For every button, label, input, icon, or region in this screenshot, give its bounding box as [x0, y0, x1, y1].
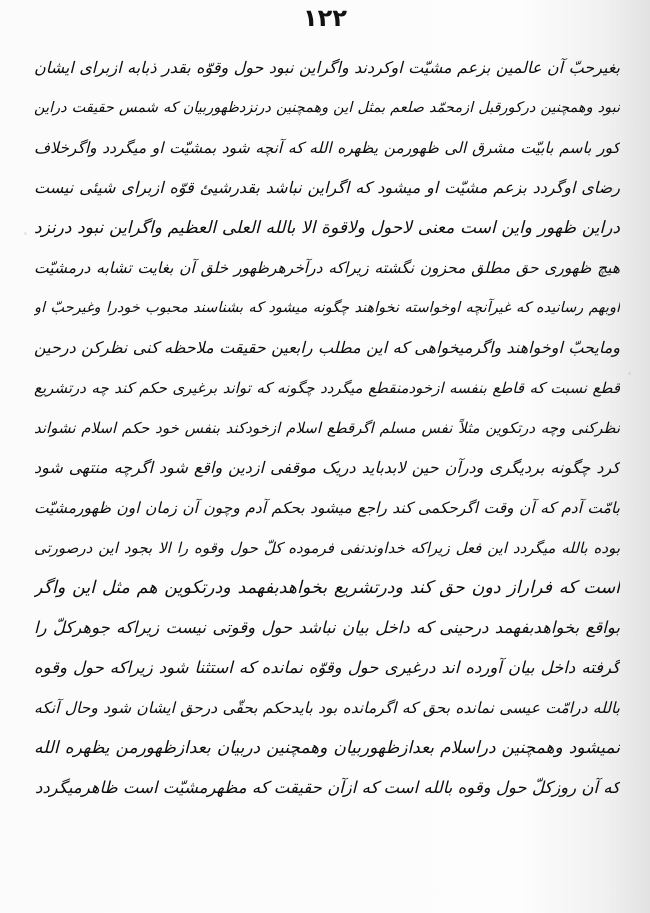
manuscript-text-block	[34, 48, 620, 808]
text-line: نمیشود وهمچنین دراسلام بعدازظهوربیان وهمچنین دربیان بعدازظهورمن یظهره الله	[34, 738, 620, 758]
text-line: است که فراراز دون حق کند ودرتشریع بخواهدبفهمد ودرتکوین هم مثل این واگر	[34, 578, 620, 598]
text-line: گرفته داخل بیان آورده اند درغیری حول وقوّه نمانده که استثنا شود زیراکه حول وقوه	[34, 658, 620, 677]
text-line: کور باسم بابیّت مشرق الی ظهورمن یظهره الله که آنچه شود بمشیّت او میگردد واگرخلاف	[34, 139, 620, 157]
text-line: قطع نسبت که قاطع بنفسه ازخودمنقطع میگردد چگونه که تواند برغیری حکم کند چه درتشریع	[34, 379, 620, 397]
page-number: ۱۲۲	[303, 4, 347, 32]
text-line: بامّت آدم که آن وقت اگرحکمی کند راجع میشود بحکم آدم وچون آن زمان اون ظهورمشیّت	[34, 499, 620, 517]
paper-speck	[24, 232, 27, 235]
text-line: رضای اوگردد بزعم مشیّت او میشود که اگراین نباشد بقدرشیئ قوّه ازبرای شیئی نیست	[34, 178, 620, 197]
text-line: نظرکنی وچه درتکوین مثلاً نفس مسلم اگرقطع اسلام ازخودکند بنفس خود حکم اسلام نشواند	[34, 419, 620, 437]
text-line: هیچ ظهوری حق مطلق محزون نگشته زیراکه درآخرهرظهور خلق آن بغایت تشابه درمشیّت	[34, 259, 620, 277]
text-line: اوبهم رسانیده که غیرآنچه اوخواسته نخواهند چگونه میشود که بشناسند محبوب خودرا وغیرحبّ او	[34, 300, 620, 316]
text-line: بواقع بخواهدبفهمد درحینی که داخل بیان نباشد حول وقوتی نیست زیراکه جوهرکلّ را	[34, 618, 620, 637]
text-line: دراین ظهور واین است معنی لاحول ولاقوة الا بالله العلی العظیم واگراین نبود درنزد	[34, 218, 620, 238]
text-line: کرد چگونه بردیگری ودرآن حین لابدباید دریک موقفی ازدین واقع شود اگرچه منتهی شود	[34, 458, 620, 477]
text-line: بغیرحبّ آن عالمین بزعم مشیّت اوکردند واگراین نبود حول وقوّه بقدر ذبابه ازبرای ایشان	[34, 58, 620, 77]
text-line: بوده بالله میگردد این فعل زیراکه خداوندنفی فرموده کلّ حول وقوه را الا بجود این درصورتی	[34, 539, 620, 557]
paper-speck	[610, 188, 614, 192]
paper-speck	[628, 372, 631, 375]
text-line: نبود وهمچنین درکورقبل ازمحمّد صلعم بمثل این وهمچنین درنزدظهوربیان که شمس حقیقت دراین	[34, 100, 620, 116]
text-line: ومایحبّ اوخواهند واگرمیخواهی که این مطلب رابعین حقیقت ملاحظه کنی نظرکن درحین	[34, 338, 620, 357]
text-line: که آن روزکلّ حول وقوه بالله است که ازآن حقیقت که مظهرمشیّت است ظاهرمیگردد	[34, 778, 620, 797]
text-line: بالله درامّت عیسی نمانده بحق که اگرمانده بود بایدحکم بحقّی درحق ایشان شود وحال آنکه	[34, 699, 620, 717]
